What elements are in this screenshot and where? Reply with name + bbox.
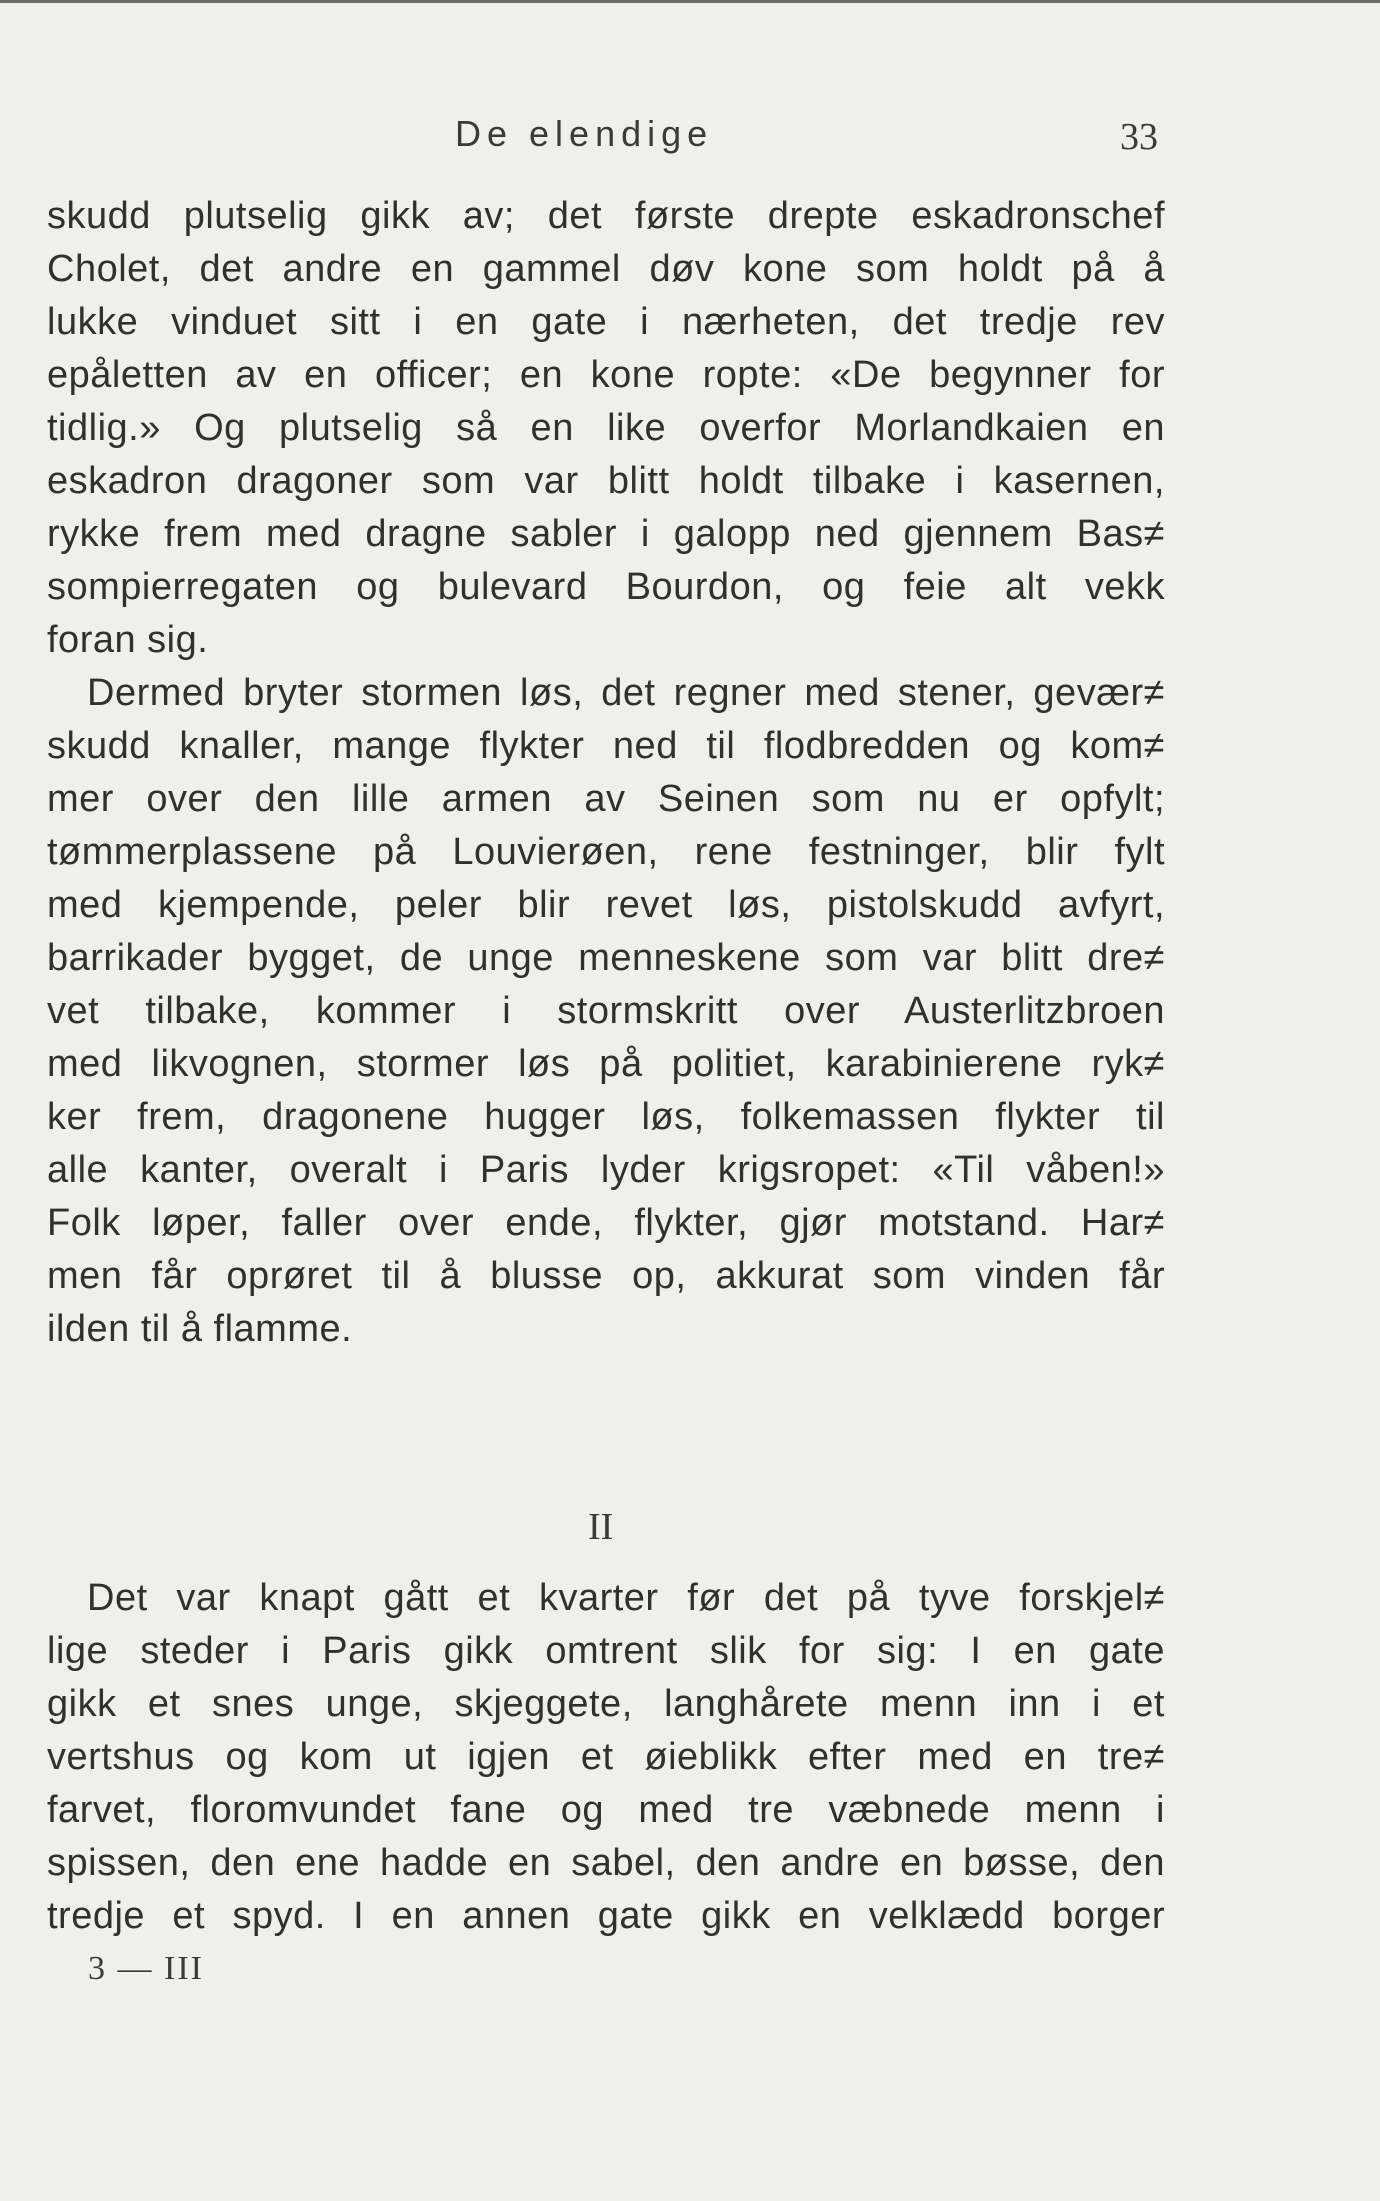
text-line: vet tilbake, kommer i stormskritt over Austerlitzbroen [47,990,1165,1032]
text-line: mer over den lille armen av Seinen som nu er opfylt; [47,778,1165,820]
text-line: epåletten av en officer; en kone ropte: «De begynner for [47,354,1165,396]
text-line: foran sig. [47,619,209,661]
text-line: ker frem, dragonene hugger løs, folkemassen flykter til [47,1096,1165,1138]
text-line: ilden til å flamme. [47,1308,353,1350]
running-head [0,105,1380,165]
text-line: Cholet, det andre en gammel døv kone som holdt på å [47,248,1165,290]
text-line: tredje et spyd. I en annen gate gikk en velklædd borger [47,1895,1165,1937]
text-line: skudd knaller, mange flykter ned til flodbredden og kom≠ [47,725,1165,767]
text-line: gikk et snes unge, skjeggete, langhårete menn inn i et [47,1683,1165,1725]
text-line: spissen, den ene hadde en sabel, den andre en bøsse, den [47,1842,1165,1884]
page-number: 33 [1120,116,1158,158]
text-line: eskadron dragoner som var blitt holdt tilbake i kasernen, [47,460,1165,502]
text-line: tidlig.» Og plutselig så en like overfor Morlandkaien en [47,407,1165,449]
text-line: lukke vinduet sitt i en gate i nærheten, det tredje rev [47,301,1165,343]
text-line: farvet, floromvundet fane og med tre væbnede menn i [47,1789,1165,1831]
text-line: sompierregaten og bulevard Bourdon, og feie alt vekk [47,566,1165,608]
text-line: men får oprøret til å blusse op, akkurat som vinden får [47,1255,1165,1297]
paragraph-3 [47,1572,1165,1943]
paragraph-1 [47,190,1165,667]
text-line: barrikader bygget, de unge menneskene som var blitt dre≠ [47,937,1165,979]
text-line: med likvognen, stormer løs på politiet, karabinierene ryk≠ [47,1043,1165,1085]
text-line: lige steder i Paris gikk omtrent slik for sig: I en gate [47,1630,1165,1672]
text-line: Det var knapt gått et kvarter før det på tyve forskjel≠ [87,1577,1165,1619]
signature-mark: 3 — III [88,1950,204,1987]
text-line: Folk løper, faller over ende, flykter, gjør motstand. Har≠ [47,1202,1165,1244]
text-line: Dermed bryter stormen løs, det regner med stener, gevær≠ [87,672,1165,714]
text-line: tømmerplassene på Louvierøen, rene festninger, blir fylt [47,831,1165,873]
text-line: rykke frem med dragne sabler i galopp ned gjennem Bas≠ [47,513,1165,555]
paragraph-2 [47,667,1165,1356]
text-line: med kjempende, peler blir revet løs, pistolskudd avfyrt, [47,884,1165,926]
text-line: skudd plutselig gikk av; det første drepte eskadronschef [47,195,1165,237]
running-title: De elendige [455,113,714,154]
text-line: alle kanter, overalt i Paris lyder krigsropet: «Til våben!» [47,1149,1165,1191]
section-numeral: II [588,1506,614,1548]
text-line: vertshus og kom ut igjen et øieblikk efter med en tre≠ [47,1736,1165,1778]
page-top-edge [0,0,1380,3]
